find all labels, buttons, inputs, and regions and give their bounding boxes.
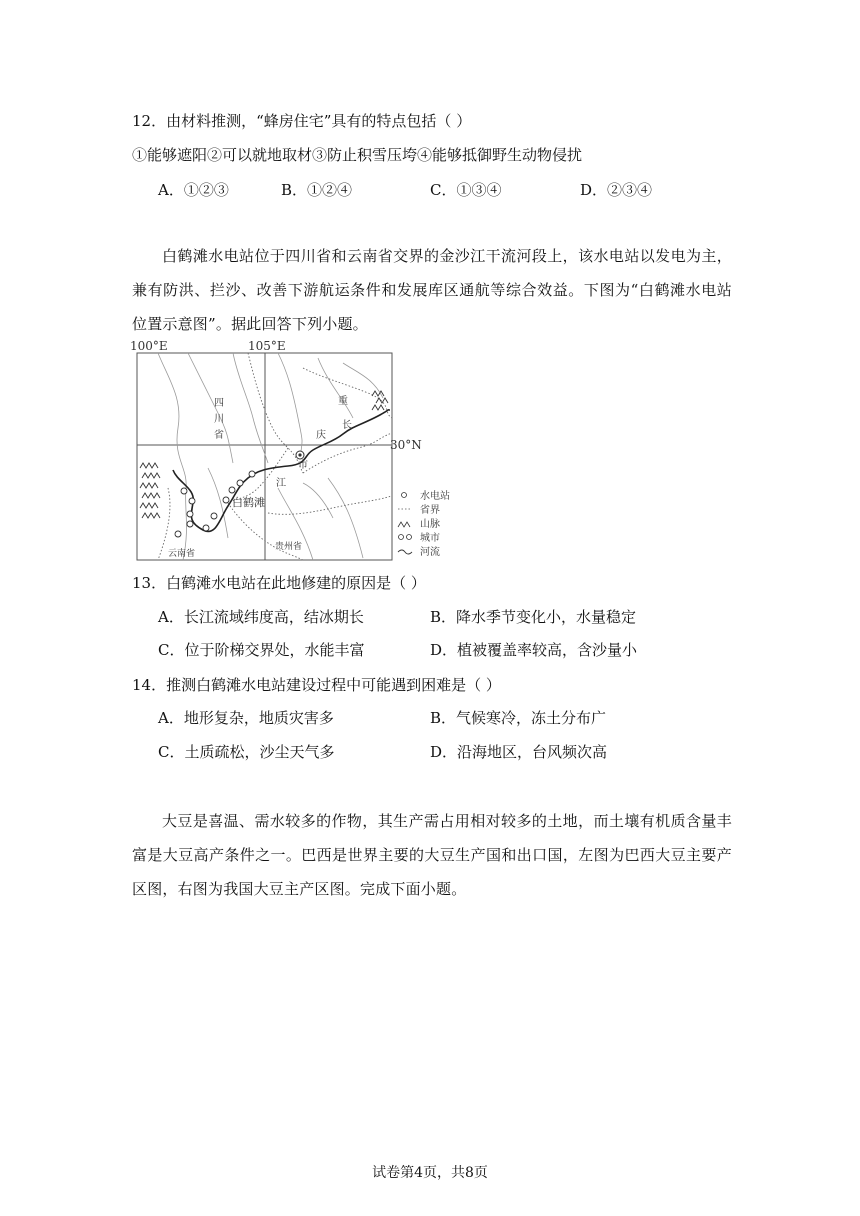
q13-option-d: D．植被覆盖率较高，含沙量小 xyxy=(430,641,638,659)
label-chang: 长 xyxy=(342,420,352,431)
city-chongqing-symbol xyxy=(296,451,304,459)
q12-stem: 12．由材料推测，“蜂房住宅”具有的特点包括（ ） xyxy=(132,112,472,130)
label-100e: 100°E xyxy=(130,339,168,353)
q14-option-c: C．土质疏松，沙尘天气多 xyxy=(158,743,335,761)
q14-option-a: A．地形复杂，地质灾害多 xyxy=(158,709,334,727)
legend-city-icon xyxy=(399,535,404,540)
label-shi: 市 xyxy=(298,460,308,471)
q14-stem: 14．推测白鹤滩水电站建设过程中可能遇到困难是（ ） xyxy=(132,676,501,694)
q13-option-a: A．长江流域纬度高，结冰期长 xyxy=(158,608,364,626)
label-chong: 重 xyxy=(338,396,348,407)
legend-boundary: 省界 xyxy=(420,505,440,516)
label-sheng: 省 xyxy=(214,430,224,441)
label-yunnan: 云南省 xyxy=(168,549,196,559)
q14-option-b: B．气候寒冷，冻土分布广 xyxy=(430,709,607,727)
label-30n: 30°N xyxy=(390,438,422,452)
q12-option-a: A．①②③ xyxy=(158,181,229,199)
legend-city: 城市 xyxy=(420,533,440,544)
q12-items: ①能够遮阳②可以就地取材③防止积雪压垮④能够抵御野生动物侵扰 xyxy=(132,146,583,164)
passage-baihetan: 白鹤滩水电站位于四川省和云南省交界的金沙江干流河段上，该水电站以发电为主，兼有防洪、拦沙、改善下游航运条件和发展库区通航等综合效益。下图为“白鹤滩水电站位置示意图”。据此回答下列小题。 xyxy=(132,247,732,333)
legend-river: 河流 xyxy=(420,547,440,558)
label-qing: 庆 xyxy=(316,430,326,441)
q13-option-c: C．位于阶梯交界处，水能丰富 xyxy=(158,641,365,659)
legend-hydropower: 水电站 xyxy=(420,491,450,502)
map-legend xyxy=(398,489,450,558)
label-baihetan: 白鹤滩 xyxy=(232,496,265,509)
label-si: 四 xyxy=(214,398,224,409)
q13-stem: 13．白鹤滩水电站在此地修建的原因是（ ） xyxy=(132,574,426,592)
passage-soybean: 大豆是喜温、需水较多的作物，其生产需占用相对较多的土地，而土壤有机质含量丰富是大豆高产条件之一。巴西是世界主要的大豆生产国和出口国，左图为巴西大豆主要产区图，右图为我国大豆主产区图。完成下面小题。 xyxy=(132,812,732,898)
q13-option-b: B．降水季节变化小，水量稳定 xyxy=(430,608,637,626)
legend-mountain: 山脉 xyxy=(420,519,440,530)
label-guizhou: 贵州省 xyxy=(275,542,303,552)
legend-river-icon xyxy=(398,550,412,554)
baihetan-location-map xyxy=(128,338,468,563)
q14-option-d: D．沿海地区，台风频次高 xyxy=(430,743,608,761)
label-chuan: 川 xyxy=(214,414,224,425)
legend-hydropower-icon xyxy=(402,493,407,498)
q12-option-b: B．①②④ xyxy=(281,181,353,199)
page-footer: 试卷第4页，共8页 xyxy=(372,1165,488,1181)
q12-option-c: C．①③④ xyxy=(430,181,502,199)
legend-mountain-icon xyxy=(398,522,410,527)
q12-option-d: D．②③④ xyxy=(580,181,653,199)
label-jiang: 江 xyxy=(276,478,286,489)
label-105e: 105°E xyxy=(248,339,286,353)
